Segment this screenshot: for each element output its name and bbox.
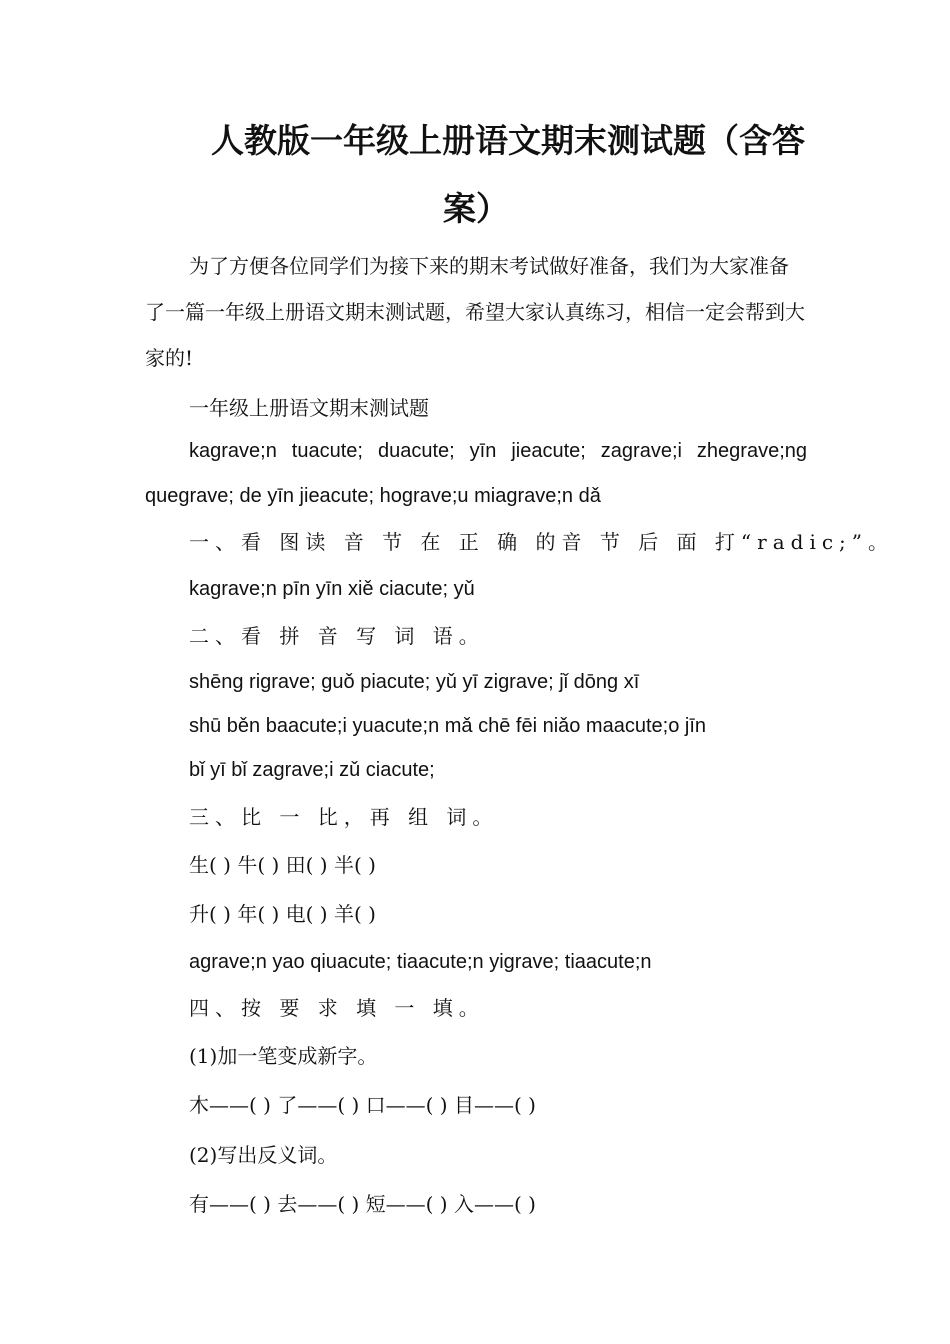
sub-question-heading: (2)写出反义词。 — [189, 1143, 338, 1167]
document-title-line-1: 人教版一年级上册语文期末测试题（含答 — [211, 121, 805, 160]
pinyin-line: quegrave; de yīn jieacute; hograve;u miagrave;n dǎ — [145, 485, 601, 507]
exercise-row: 有——( ) 去——( ) 短——( ) 入——( ) — [189, 1192, 536, 1216]
intro-line-3: 定会帮到大家的! — [145, 300, 805, 370]
pinyin-line: shēng rigrave; guǒ piacute; yǔ yī zigrave; jǐ dōng xī — [189, 671, 640, 693]
intro-line-2: 准备了一篇一年级上册语文期末测试题，希望大家认真练习，相信一 — [145, 254, 789, 324]
subtitle: 一年级上册语文期末测试题 — [189, 396, 429, 420]
intro-paragraph — [145, 243, 807, 381]
sub-question-heading: (1)加一笔变成新字。 — [189, 1044, 378, 1068]
pinyin-line: shū běn baacute;i yuacute;n mǎ chē fēi niǎo maacute;o jīn — [189, 715, 707, 737]
exercise-row: 木——( ) 了——( ) 口——( ) 目——( ) — [189, 1093, 536, 1117]
question-4-heading: 四、按 要 求 填 一 填。 — [189, 996, 485, 1020]
pinyin-line: bǐ yī bǐ zagrave;i zǔ ciacute; — [189, 759, 435, 781]
question-3-heading: 三、比 一 比，再 组 词。 — [189, 805, 499, 829]
exercise-row: 升( ) 年( ) 电( ) 羊( ) — [189, 902, 376, 926]
pinyin-line: agrave;n yao qiuacute; tiaacute;n yigrave; tiaacute;n — [189, 951, 652, 973]
pinyin-line: kagrave;n pīn yīn xiě ciacute; yǔ — [189, 578, 475, 600]
exercise-row: 生( ) 牛( ) 田( ) 半( ) — [189, 853, 376, 877]
question-2-heading: 二、看 拼 音 写 词 语。 — [189, 624, 485, 648]
pinyin-line: kagrave;n tuacute; duacute; yīn jieacute; zagrave;i zhegrave;ng — [189, 440, 807, 462]
question-1-heading: 一、看 图读 音 节 在 正 确 的音 节 后 面 打“radic;”。 — [189, 530, 895, 554]
intro-line-1: 为了方便各位同学们为接下来的期末考试做好准备，我们为大家 — [189, 254, 749, 278]
document-title-line-2: 案） — [443, 189, 509, 228]
